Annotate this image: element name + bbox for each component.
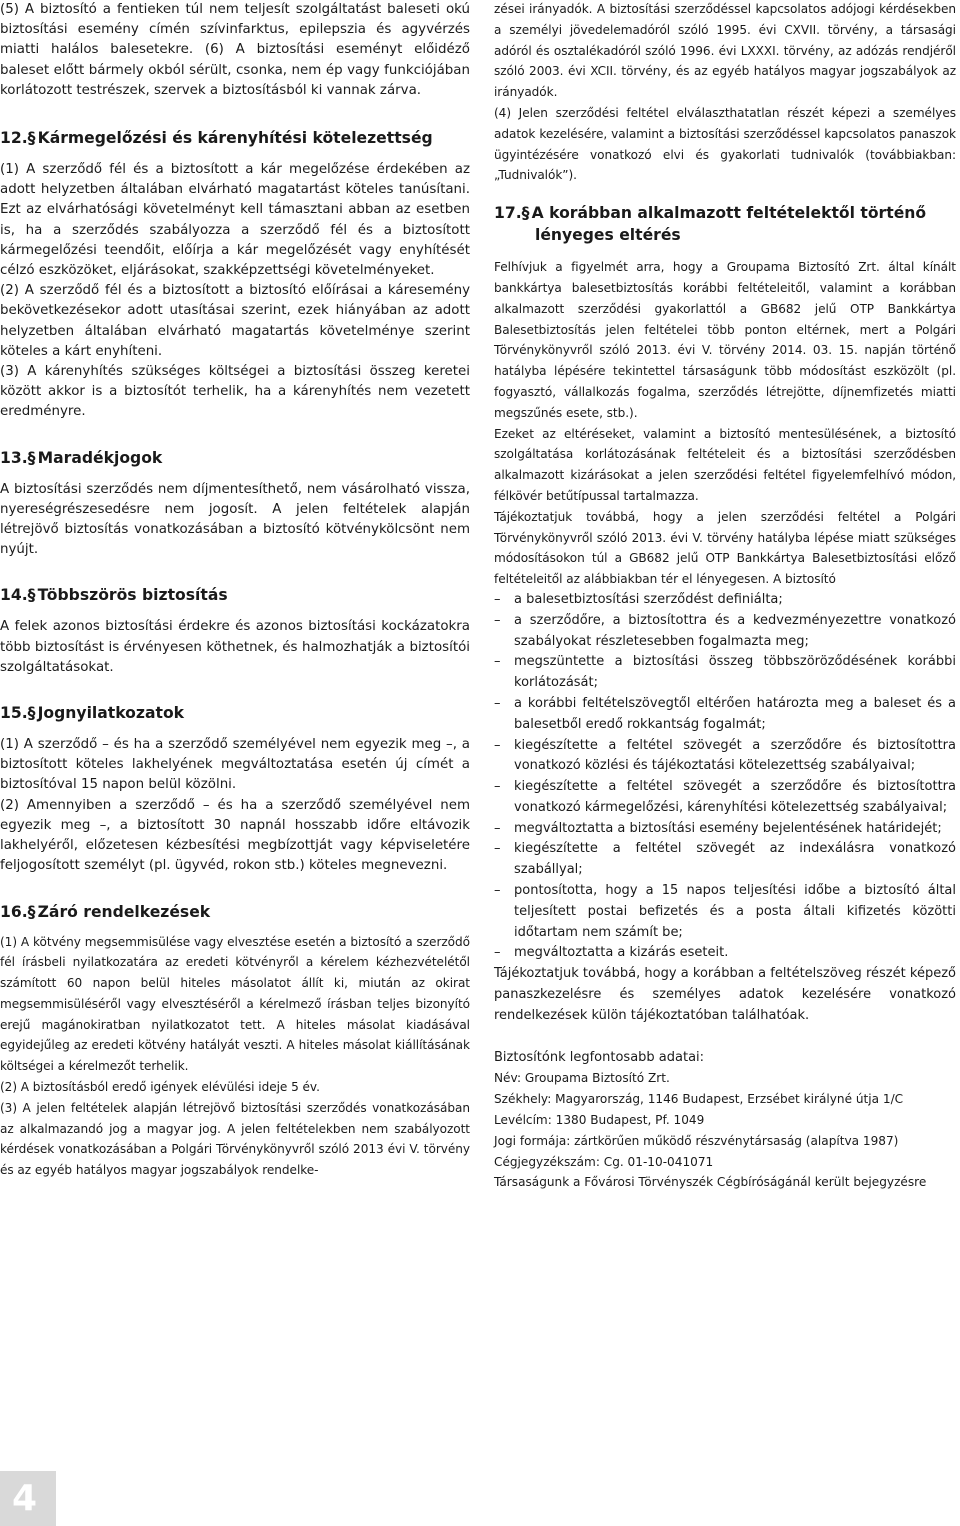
section-17-heading [494, 202, 956, 246]
paragraph-17-1: Felhívjuk a figyelmét arra, hogy a Groupama Biztosító Zrt. által kínált bankkártya balesetbiztosítás korábbi feltételeitől, valamint a korábban alkalmazott szerződési gyakorlattól a GB682 jelű OTP Bankkártya Balesetbiztosítás jelen feltételei több ponton eltérnek, mert a Polgári Törvénykönyvről szóló 2013. évi V. törvény 2014. 03. 15. napján történő hatályba lépésére tekintettel társaságunk több módosítást eszközölt (pl. fogyasztó, vállalkozás fogalma, szerződés létrejötte, díjnemfizetés miatti megszűnés esete, stb.). [494, 260, 956, 420]
page-number: 4 [12, 1478, 38, 1519]
paragraph-12-2: (2) A szerződő fél és a biztosított a biztosító előírásai a káresemény bekövetkezésekor adott utasításai szerint, ezek hiányában az adott helyzetben általában elvárható magatartás követelménye szerint köteles a kárt enyhíteni. [0, 283, 470, 359]
insurer-info-heading: Biztosítónk legfontosabb adatai: [494, 1049, 705, 1065]
list-item: – megváltoztatta a kizárás eseteit. [494, 943, 956, 964]
list-item: – a korábbi feltételszövegtől eltérően határozta meg a baleset és a balesetből eredő rokkantság fogalmát; [494, 694, 956, 736]
section-sign: § [27, 448, 36, 467]
section-number: 12. [0, 129, 28, 148]
insurer-legal-form: Jogi formája: zártkörűen működő részvénytársaság (alapítva 1987) [494, 1133, 899, 1148]
section-number: 17. [494, 204, 522, 223]
paragraph-16-2: (2) A biztosításból eredő igények elévülési ideje 5 év. [0, 1080, 320, 1095]
list-item: – a balesetbiztosítási szerződést definiálta; [494, 590, 956, 611]
section-12-heading [0, 127, 470, 149]
paragraph-16-1: (1) A kötvény megsemmisülése vagy elvesztése esetén a biztosító a szerződő fél írásbeli nyilatkozatára az eredeti kötvényről a kérelem kézhezvételétől számított 60 napon belül hiteles másolatot állít ki, miután az okirat megsemmisüléséről vagy elvesztéséről a kérelmező írásban teljes bizonyító erejű magánokiratban nyilatkozatot tett. A hiteles másolat kiadásával egyidejűleg az eredeti kötvény hatályát veszti. A hiteles másolat kiállításának költségei a kérelmezőt terhelik. [0, 934, 470, 1074]
section-number: 15. [0, 704, 28, 723]
paragraph-16-3: (3) A jelen feltételek alapján létrejövő biztosítási szerződés vonatkozásában az alkalmazandó jog a magyar jog. A jelen feltételekben nem szabályozott kérdések vonatkozásában a Polgári Törvénykönyvről szóló 2013 évi V. törvény és az egyéb hatályos magyar jogszabályok rendelke- [0, 1100, 470, 1178]
paragraph-14: A felek azonos biztosítási érdekre és azonos biztosítási kockázatokra több biztosítást is érvényesen köthetnek, és halmozhatják a biztosítói szolgáltatásokat. [0, 619, 470, 675]
section-title: Többszörös biztosítás [37, 586, 228, 605]
section-13-heading [0, 447, 470, 469]
paragraph-exclusions: (5) A biztosító a fentieken túl nem teljesít szolgáltatást baleseti okú biztosítási esemény címén szívinfarktus, epilepszia és agyvérzés miatti halálos balesetekre. (6) A biztosítási eseményt előidéző baleset előtt bármely okból sérült, csonka, nem ép vagy funkciójában korlátozott testrészek, szervek a biztosításból ki vannak zárva. [0, 2, 470, 98]
section-title: Kármegelőzési és kárenyhítési kötelezettség [37, 129, 433, 148]
list-item: – pontosította, hogy a 15 napos teljesítési időbe a biztosító által teljesített postai befizetés és a posta általi kifizetés közötti időtartam nem számít be; [494, 881, 956, 943]
section-sign: § [521, 204, 530, 223]
section-sign: § [27, 902, 36, 921]
section-sign: § [27, 704, 36, 723]
section-sign: § [27, 129, 36, 148]
section-number: 14. [0, 586, 28, 605]
paragraph-continuation: zései irányadók. A biztosítási szerződéssel kapcsolatos adójogi kérdésekben a személyi jövedelemadóról szóló 1995. évi CXVII. törvény, a társasági adóról és osztalékadóról szóló 1996. évi LXXXI. törvény, az adózás rendjéről szóló 2003. évi XCII. törvény, és az egyéb hatályos magyar jogszabályok az irányadók. [494, 2, 956, 100]
changes-list [494, 590, 956, 964]
paragraph-12-1: (1) A szerződő fél és a biztosított a kár megelőzése érdekében az adott helyzetben általában elvárható magatartást köteles tanúsítani. Ezt az elvárhatósági követelményt kell támasztani abban az esetben is, ha a szerződés szabályozza a szerződő fél és a biztosított kármegelőzési teendőit, előírja a kár megelőzését vagy enyhítését célzó eszközöket, eljárásokat, szakképzettségi követelményeket. [0, 162, 470, 279]
paragraph-17-3: Tájékoztatjuk továbbá, hogy a jelen szerződési feltétel a Polgári Törvénykönyvről szóló 2013. évi V. törvény hatályba lépése miatt szükséges módosításokon túl a GB682 jelű OTP Bankkártya Balesetbiztosítási előző feltételeitől az alábbiakban tér el lényegesen. A biztosító [494, 509, 956, 587]
section-16-heading [0, 901, 470, 923]
insurer-mailing-address: Levélcím: 1380 Budapest, Pf. 1049 [494, 1113, 705, 1128]
section-title-continued: lényeges eltérés [535, 226, 681, 245]
section-15-heading [0, 702, 470, 724]
insurer-registry-number: Cégjegyzékszám: Cg. 01-10-041071 [494, 1154, 714, 1169]
section-number: 16. [0, 902, 28, 921]
section-title: A korábban alkalmazott feltételektől történő [531, 204, 927, 223]
page-number-tab [0, 1471, 56, 1526]
paragraph-13: A biztosítási szerződés nem díjmentesíthető, nem vásárolható vissza, nyereségrészesedésre nem jogosít. A jelen feltételek alapján létrejövő biztosítás vonatkozásában a biztosító kötvénykölcsönt nem nyújt. [0, 481, 470, 558]
right-column [494, 0, 956, 1193]
left-column [0, 0, 470, 1181]
paragraph-16-4: (4) Jelen szerződési feltétel elválaszthatatlan részét képezi a személyes adatok kezelésére, valamint a biztosítási szerződéssel kapcsolatos panaszok ügyintézésére vonatkozó elvi és gyakorlati tudnivalók (továbbiakban: „Tudnivalók”). [494, 105, 956, 183]
paragraph-15-1: (1) A szerződő – és ha a szerződő személyével nem egyezik meg –, a biztosított köteles lakhelyének megváltoztatása esetén új címét a biztosítóval 15 napon belül közölni. [0, 737, 470, 793]
section-title: Záró rendelkezések [37, 902, 211, 921]
list-item: – a szerződőre, a biztosítottra és a kedvezményezettre vonatkozó szabályokat részletesebben fogalmazta meg; [494, 611, 956, 653]
section-sign: § [27, 586, 36, 605]
section-title: Maradékjogok [37, 448, 163, 467]
list-item: – megszüntette a biztosítási összeg többszöröződésének korábbi korlátozását; [494, 652, 956, 694]
paragraph-12-3: (3) A kárenyhítés szükséges költségei a biztosítási összeg keretei között akkor is a biztosítót terhelik, ha a kárenyhítés nem vezetett eredményre. [0, 364, 470, 420]
insurer-address: Székhely: Magyarország, 1146 Budapest, Erzsébet királyné útja 1/C [494, 1092, 904, 1107]
section-number: 13. [0, 448, 28, 467]
section-title: Jognyilatkozatok [37, 704, 185, 723]
list-item: – kiegészítette a feltétel szövegét az indexálásra vonatkozó szabállyal; [494, 839, 956, 881]
list-item: – megváltoztatta a biztosítási esemény bejelentésének határidejét; [494, 819, 956, 840]
paragraph-17-4: Tájékoztatjuk továbbá, hogy a korábban a feltételszöveg részét képező panaszkezelésre és személyes adatok kezelésére vonatkozó rendelkezések külön tájékoztatóban találhatóak. [494, 966, 956, 1023]
paragraph-15-2: (2) Amennyiben a szerződő – és ha a szerződő személyével nem egyezik meg –, a biztosított 30 napnál hosszabb időre eltávozik lakhelyéről, előzetesen kézbesítési megbízottját vagy képviseletére feljogosított személyt (pl. ügyvéd, rokon stb.) köteles megnevezni. [0, 797, 470, 874]
list-item: – kiegészítette a feltétel szövegét a szerződőre és biztosítottra vonatkozó közlési és tájékoztatási kötelezettség szabályaival; [494, 736, 956, 778]
insurer-registration: Társaságunk a Fővárosi Törvényszék Cégbíróságánál került bejegyzésre [494, 1175, 927, 1190]
section-14-heading [0, 584, 470, 606]
insurer-name: Név: Groupama Biztosító Zrt. [494, 1071, 670, 1086]
list-item: – kiegészítette a feltétel szövegét a szerződőre és biztosítottra vonatkozó kármegelőzési, kárenyhítési kötelezettség szabályaival; [494, 777, 956, 819]
paragraph-17-2: Ezeket az eltéréseket, valamint a biztosító mentesülésének, a biztosító szolgáltatása korlátozásának feltételeit és a biztosítási szerződésben alkalmazott kizárásokat a jelen szerződési feltétel figyelemfelhívó módon, félkövér betűtípussal tartalmazza. [494, 426, 956, 503]
